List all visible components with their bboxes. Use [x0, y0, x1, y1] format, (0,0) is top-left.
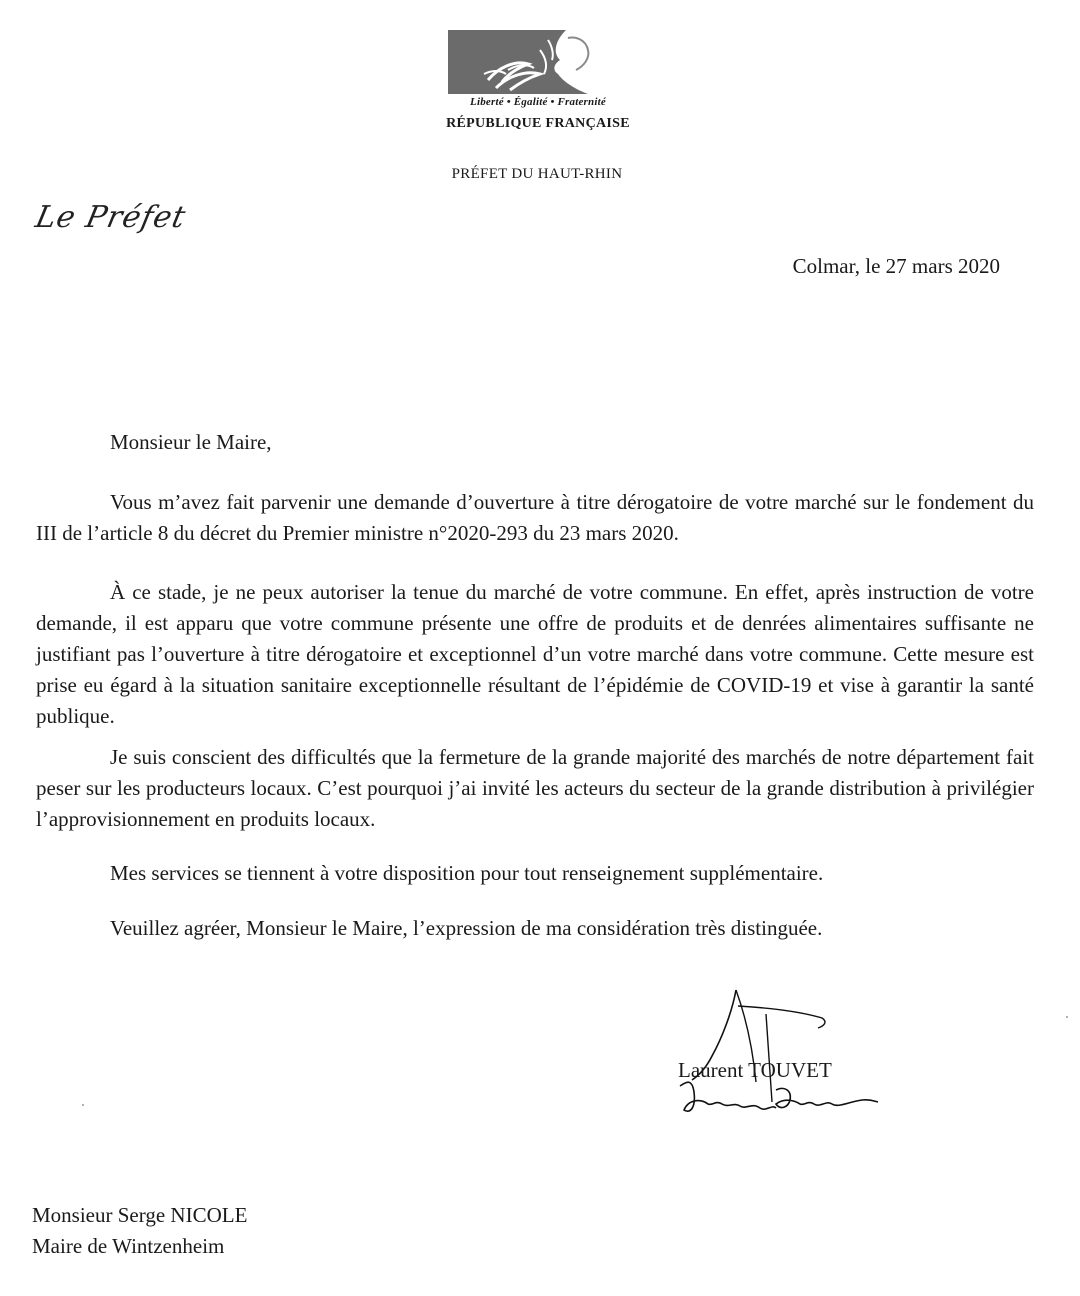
- letter-paragraph: Mes services se tiennent à votre disposition pour tout renseignement supplémentaire.: [110, 861, 824, 885]
- letter-paragraph: Veuillez agréer, Monsieur le Maire, l’expression de ma considération très distinguée.: [110, 916, 823, 940]
- marianne-silhouette-icon: [448, 30, 628, 94]
- letter-paragraph: Vous m’avez fait parvenir une demande d’ouverture à titre dérogatoire de votre marché sur le fondement du III de l’article 8 du décret du Premier ministre n°2020-293 du 23 mars 2020.: [36, 490, 1034, 545]
- letter-salutation: Monsieur le Maire,: [110, 430, 272, 454]
- republic-name: RÉPUBLIQUE FRANÇAISE: [446, 116, 630, 131]
- scan-speck: [82, 1104, 84, 1106]
- signature-icon: [672, 982, 892, 1122]
- letter-paragraph: À ce stade, je ne peux autoriser la tenue du marché de votre commune. En effet, après instruction de votre demande, il est apparu que votre commune présente une offre de produits et de denrées alimentaires suffisante ne justifiant pas l’ouverture à titre dérogatoire et exceptionnel d’un votre marché dans votre commune. Cette mesure est prise eu égard à la situation sanitaire exceptionnelle résultant de l’épidémie de COVID-19 et vise à garantir la santé publique.: [36, 580, 1034, 728]
- recipient-name: Monsieur Serge NICOLE: [32, 1203, 248, 1227]
- prefecture-header: PRÉFET DU HAUT-RHIN: [451, 166, 623, 182]
- letter-date: Colmar, le 27 mars 2020: [792, 254, 1000, 278]
- recipient-block: [32, 1200, 247, 1262]
- letter-paragraph: Je suis conscient des difficultés que la fermeture de la grande majorité des marchés de notre département fait peser sur les producteurs locaux. C’est pourquoi j’ai invité les acteurs du secteur de la grande distribution à privilégier l’approvisionnement en produits locaux.: [36, 745, 1034, 831]
- republic-motto: Liberté • Égalité • Fraternité: [470, 96, 606, 108]
- signer-name: Laurent TOUVET: [678, 1058, 832, 1082]
- marianne-logo: [448, 30, 628, 94]
- handwritten-title: Le Préfet: [32, 200, 190, 235]
- scan-speck: [1066, 1016, 1068, 1018]
- recipient-title: Maire de Wintzenheim: [32, 1234, 225, 1258]
